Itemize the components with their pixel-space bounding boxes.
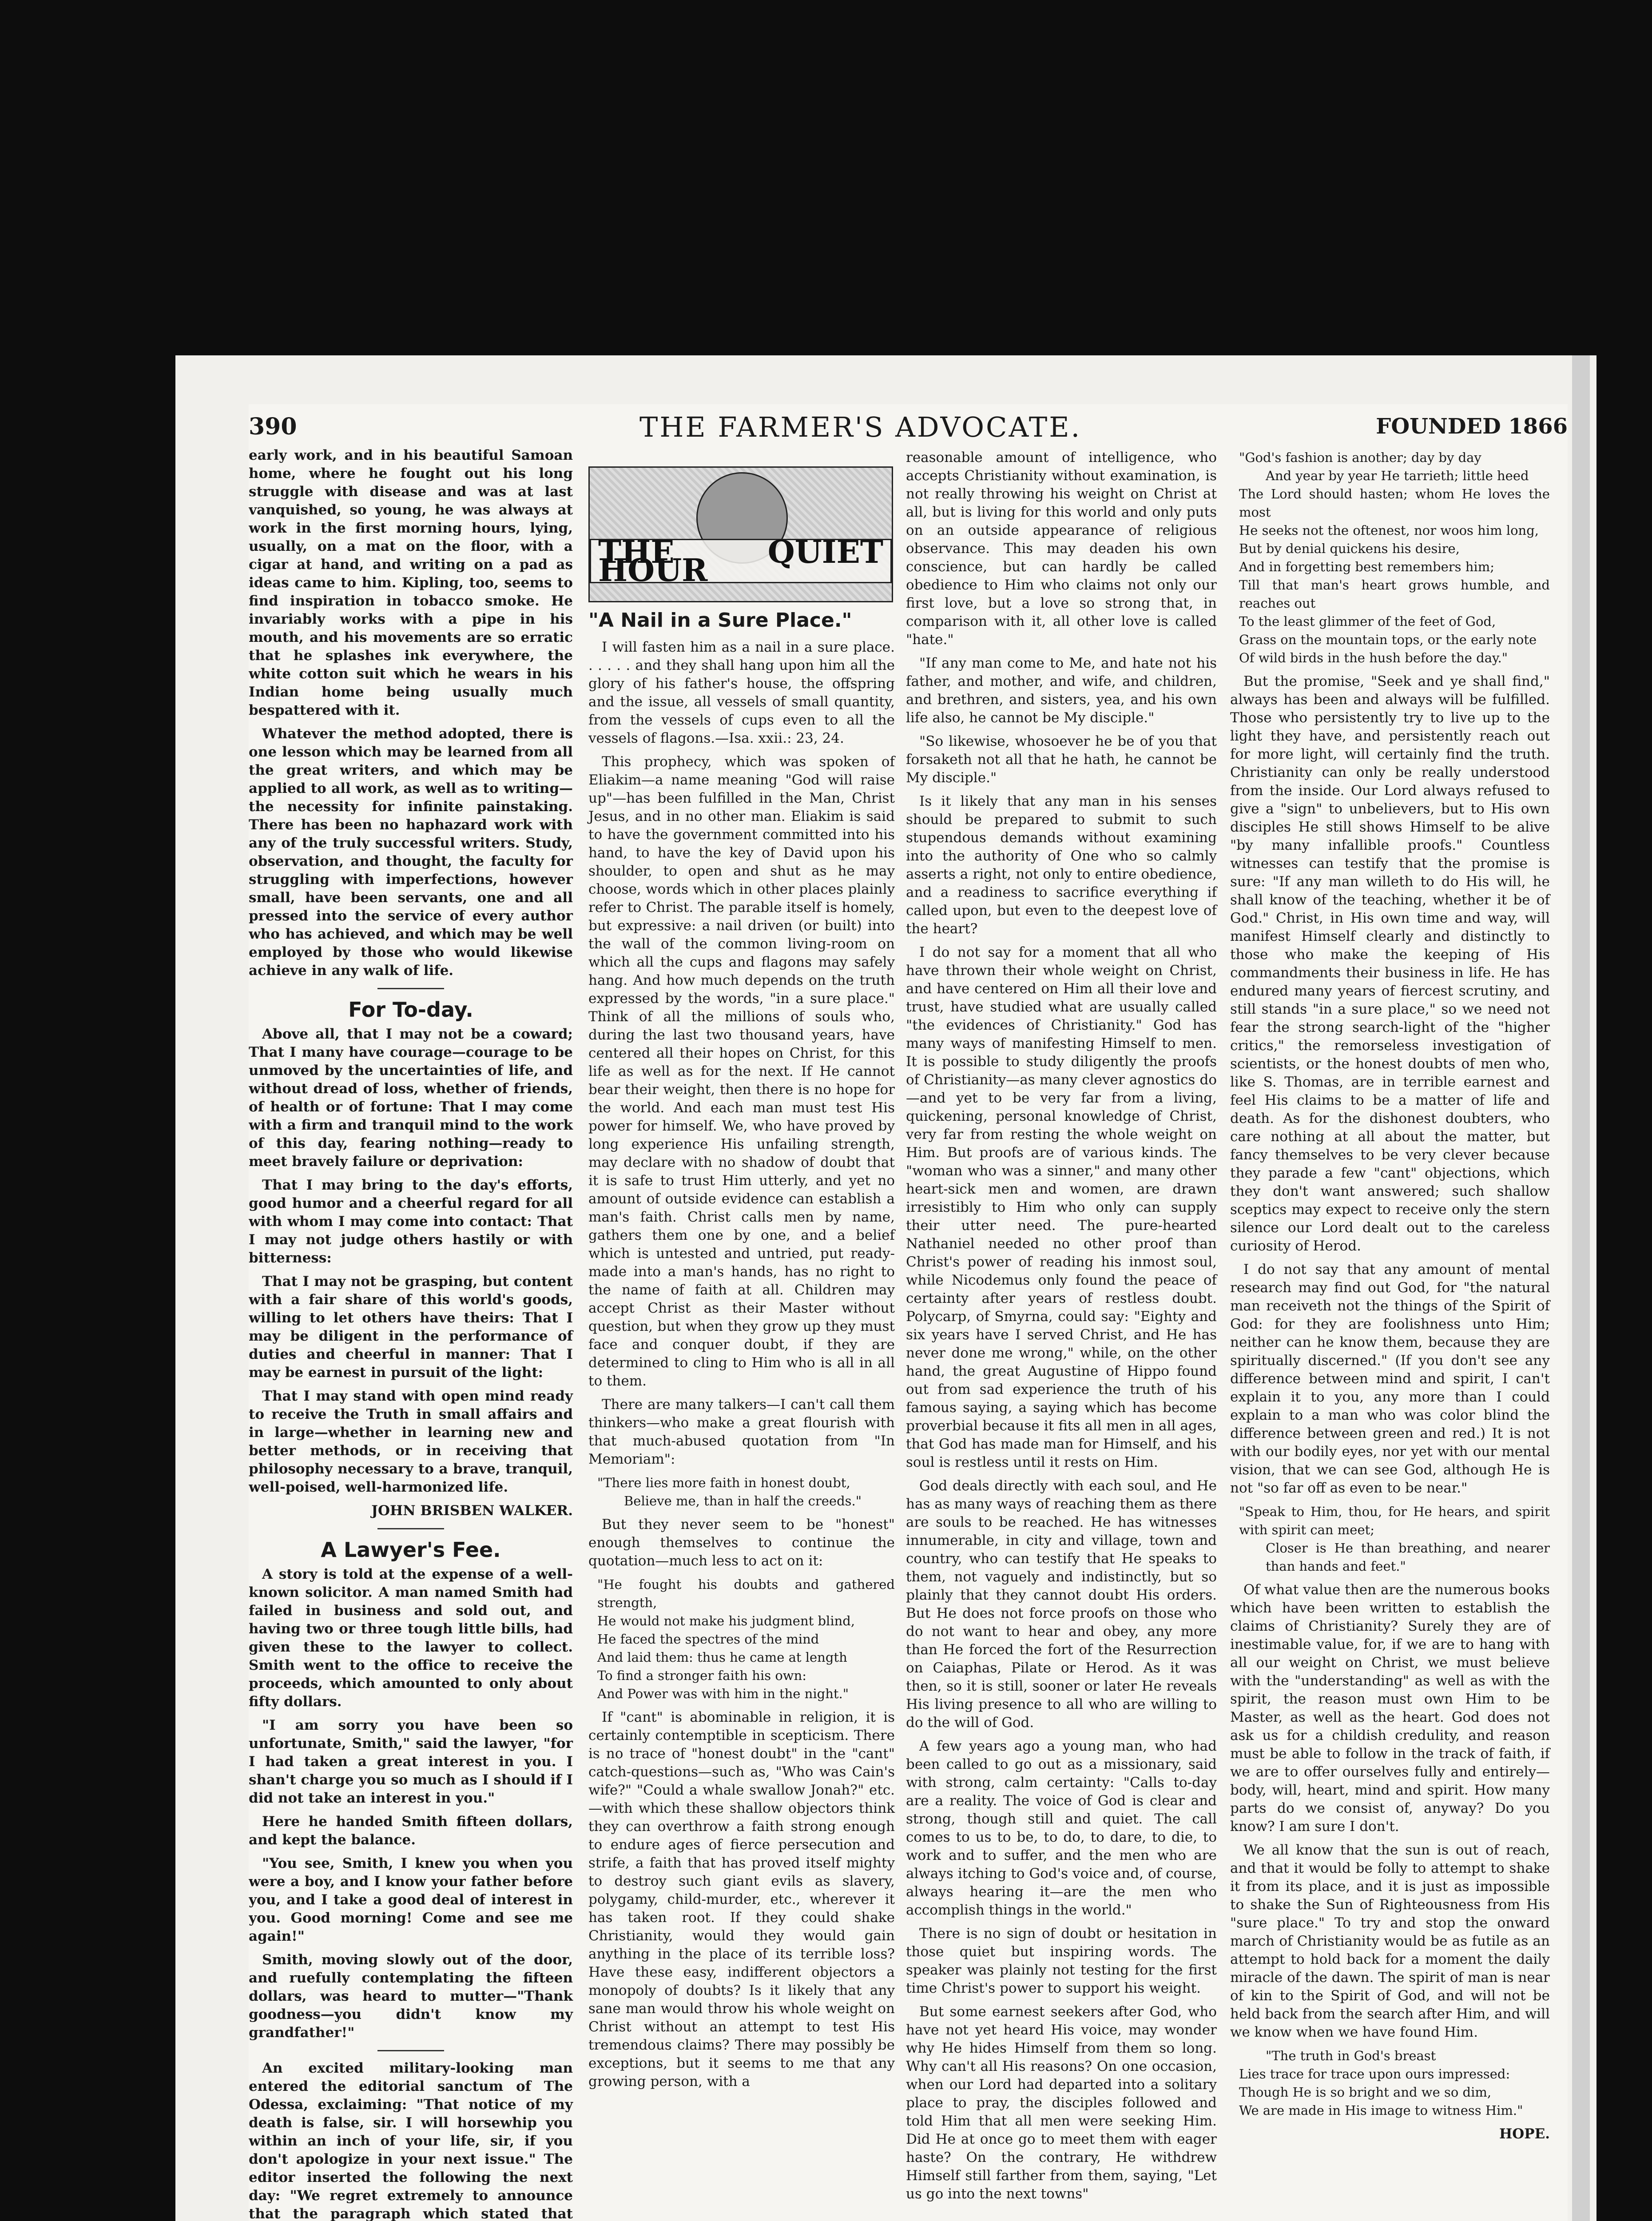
verse-line: And year by year He tarrieth; little heed [1266,468,1529,483]
paragraph: A story is told at the expense of a well-known solicitor. A man named Smith had failed in business and sold out, and having two or three tough little bills, had given these to the lawyer to collect. Smith went to the office to receive the proceeds, which amounted to only about fifty dollars. [249,1566,573,1710]
verse-line: He faced the spectres of the mind [597,1632,819,1647]
paragraph: There are many talkers—I can't call them thinkers—who make a great flourish with that much-abused quotation from "In Memoriam": [588,1397,895,1467]
section-heading-for-today: For To-day. [348,998,473,1022]
paragraph: "So likewise, whosoever he be of you that forsaketh not all that he hath, he cannot be My disciple." [906,733,1217,786]
column-3 [906,449,1217,2209]
divider [377,988,444,989]
paragraph: reasonable amount of intelligence, who accepts Christianity without examination, is not really throwing his weight on Christ at all, but is living for this world and only puts on an outside appearance of religious observance. This may deaden his own conscience, but can hardly be called obedience to Him who claims not only our first love, but a love so strong that, in comparison with it, all other love is called "hate." [906,450,1217,648]
verse-line: And in forgetting best remembers him; [1239,559,1494,574]
founded-label: FOUNDED 1866 [1376,414,1568,439]
verse-line: "God's fashion is another; day by day [1239,450,1481,465]
verse-line: Of wild birds in the hush before the day." [1239,650,1508,665]
paragraph: That I may stand with open mind ready to receive the Truth in small affairs and in large—whether in learning new and better methods, or in receiving that philosophy necessary to a brave, tranquil, well-poised, well-harmonized life. [249,1388,573,1495]
paragraph: But some earnest seekers after God, who have not yet heard His voice, may wonder why He hides Himself from them so long. Why can't all His reasons? On one occasion, when our Lord had departed into a solitary place to pray, the disciples followed and told Him that all men were seeking Him. Did He at once go to meet them with eager haste? On the contrary, He withdrew Himself still farther from them, saying, "Let us go into the next towns" [906,2004,1217,2202]
banner-text: THE QUIET HOUR [590,539,892,583]
paragraph: Above all, that I may not be a coward; That I many have courage—courage to be unmoved by the uncertainties of life, and without dread of loss, whether of friends, of health or of fortune: That I may come with a firm and tranquil mind to the work of this day, fearing nothing—ready to meet bravely failure or deprivation: [249,1026,573,1170]
column-2 [588,449,895,2096]
paragraph: I do not say for a moment that all who have thrown their whole weight on Christ, and have centered on Him all their love and trust, have studied what are usually called "the evidences of Christianity." God has many ways of manifesting Himself to men. It is possible to study diligently the proofs of Christianity—as many clever agnostics do—and yet to be very far from a living, quickening, personal knowledge of Christ, very far from resting the whole weight on Him. But proofs are of various kinds. The "woman who was a sinner," and many other heart-sick men and women, are drawn irresistibly to Him who only can supply their utter need. The pure-hearted Nathaniel needed no other proof than Christ's power of reading his inmost soul, while Nicodemus only found the peace of certainty after years of restless doubt. Polycarp, of Smyrna, could say: "Eighty and six years have I served Christ, and He has never done me wrong," while, on the other hand, the great Augustine of Hippo found out from sad experience the truth of his famous saying, a saying which has become proverbial because it fits all men in all ages, that God has made man for Himself, and his soul is restless until it rests on Him. [906,944,1217,1470]
verse-line: Believe me, than in half the creeds." [624,1493,862,1509]
poem-quote [1239,1503,1550,1576]
verse-line: And Power was with him in the night." [597,1686,849,1701]
page-edge [1572,355,1590,2221]
article-title: "A Nail in a Sure Place." [588,609,852,632]
verse-line: Lies trace for trace upon ours impressed: [1239,2066,1510,2082]
verse-line: "He fought his doubts and gathered strength, [597,1577,895,1610]
paragraph: We all know that the sun is out of reach, and that it would be folly to attempt to shake it from its place, and it is just as impossible to shake the Sun of Righteousness from His "sure place." To try and stop the onward march of Christianity would be as futile as an attempt to hold back for a moment the daily miracle of the dawn. The spirit of man is near of kin to the Spirit of God, and will not be held back from the search after Him, and will we know when we have found Him. [1230,1842,1550,2040]
paragraph: Here he handed Smith fifteen dollars, and kept the balance. [249,1814,573,1848]
paragraph: A few years ago a young man, who had been called to go out as a missionary, said with strong, calm certainty: "Calls to-day are a reality. The voice of God is clear and strong, though still and quiet. The call comes to us to be, to do, to dare, to die, to work and to suffer, and the men who are always itching to God's voice and, of course, always hearing it—are the men who accomplish things in the world." [906,1738,1217,1918]
paragraph: If "cant" is abominable in religion, it is certainly contemptible in scepticism. There is no trace of "honest doubt" in the "cant" catch-questions—such as, "Who was Cain's wife?" "Could a whale swallow Jonah?" etc.—with which these shallow objectors think they can overthrow a faith strong enough to endure ages of fierce persecution and strife, a faith that has proved itself mighty to destroy such giant evils as slavery, polygamy, child-murder, etc., wherever it has taken root. If they could shake Christianity, would they would gain anything in the place of its terrible loss? Have these easy, indifferent objectors a monopoly of doubts? Is it likely that any sane man would throw his whole weight on Christ without an attempt to test His tremendous claims? There may possibly be exceptions, but it seems to me that any growing person, with a [588,1709,895,2090]
verse-line: We are made in His image to witness Him." [1239,2103,1523,2118]
verse-line: Till that man's heart grows humble, and reaches out [1239,577,1550,611]
author-signature: HOPE. [1499,2126,1550,2142]
paragraph: "I am sorry you have been so unfortunate, Smith," said the lawyer, "for I had taken a great interest in you. I shan't charge you so much as I should if I did not take an interest in you." [249,1717,573,1806]
paragraph: Of what value then are the numerous books which have been written to establish the claims of Christianity? Surely they are of inestimable value, for, if we are to hang with all our weight on Christ, we must believe with the "understanding" as well as with the spirit, the reason must own Him to be Master, as well as the heart. God does not ask us for a childish credulity, and reason must be able to follow in the track of faith, if we are to offer ourselves fully and entirely—body, will, heart, mind and spirit. How many parts do we consist of, anyway? Do you know? I am sure I don't. [1230,1582,1550,1835]
verse-line: Closer is He than breathing, and nearer than hands and feet." [1266,1540,1550,1574]
verse-line: To find a stronger faith his own: [597,1668,807,1683]
paragraph: That I may bring to the day's efforts, good humor and a cheerful regard for all with whom I may come into contact: That I may not judge others hastily or with bitterness: [249,1177,573,1266]
verse-line: Though He is so bright and we so dim, [1239,2085,1492,2100]
paragraph: An excited military-looking man entered the editorial sanctum of The Odessa, exclaiming: "That notice of my death is false, sir. I will horsewhip you within an inch of your life, sir, if you don't apologize in your next issue." The editor inserted the following the next day: "We regret extremely to announce that the paragraph which stated that [249,2060,573,2221]
paragraph: There is no sign of doubt or hesitation in those quiet but inspiring words. The speaker was plainly not testing for the first time Christ's power to support his weight. [906,1926,1217,1996]
verse-line: "There lies more faith in honest doubt, [597,1475,850,1490]
newspaper-page [249,404,1568,2221]
poem-quote [1239,2047,1550,2120]
verse-line: The Lord should hasten; whom He loves the most [1239,486,1550,520]
verse-line: And laid them: thus he came at length [597,1650,847,1665]
author-signature: JOHN BRISBEN WALKER. [371,1503,573,1519]
verse-line: To the least glimmer of the feet of God, [1239,614,1496,629]
paragraph: But they never seem to be "honest" enough themselves to continue the quotation—much less to act on it: [588,1516,895,1569]
newspaper-sheet [175,355,1596,2221]
paragraph: Smith, moving slowly out of the door, and ruefully contemplating the fifteen dollars, was heard to mutter—"Thank goodness—you didn't know my grandfather!" [249,1952,573,2041]
column-4 [1230,449,1550,2143]
paragraph: God deals directly with each soul, and He has as many ways of reaching them as there are souls to be reached. He has witnesses innumerable, in city and village, town and country, who can testify that He speaks to them, not vaguely and indistinctly, but so plainly that they cannot doubt His orders. But He does not force proofs on those who do not want to hear and obey, any more than He forced the fort of the Resurrection on Caiaphas, Pilate or Herod. As it was then, so it is still, sooner or later He reveals His living presence to all who are willing to do the will of God. [906,1478,1217,1731]
paragraph: Whatever the method adopted, there is one lesson which may be learned from all the great writers, and which may be applied to all work, as well as to writing—the necessity for infinite painstaking. There has been no haphazard work with any of the truly successful writers. Study, observation, and thought, the faculty for struggling with imperfections, however small, have been servants, one and all pressed into the service of every author who has achieved, and which may be well employed by those who would likewise achieve in any walk of life. [249,726,573,979]
paragraph: Is it likely that any man in his senses should be prepared to submit to such stupendous demands without examining into the authority of One who so calmly asserts a right, not only to entire obedience, and a readiness to sacrifice everything if called upon, but even to the deepest love of the heart? [906,793,1217,937]
divider [377,2050,444,2051]
paragraph: But the promise, "Seek and ye shall find," always has been and always will be fulfilled. Those who persistently try to live up to the light they have, and persistently reach out for more light, will certainly find the truth. Christianity can only be really understood from the inside. Our Lord always refused to give a "sign" to unbelievers, but to His own disciples He still shows Himself to be alive "by many infallible proofs." Countless witnesses can testify that the promise is sure: "If any man willeth to do His will, he shall know of the teaching, whether it be of God." Christ, in His own time and way, will manifest Himself clearly and distinctly to those who make the keeping of His commandments their business in life. He has endured many years of fiercest scrutiny, and still stands "in a sure place," so we need not fear the strong search-light of the "higher critics," the remorseless investigation of scientists, or the honest doubts of men who, like S. Thomas, are in terrible earnest and feel His claims to be a matter of life and death. As for the dishonest doubters, who care nothing at all about the matter, but fancy themselves to be very clever because they parade a few "cant" objections, which they don't want answered; such shallow sceptics may expect to receive only the stern silence our Lord dealt out to the careless curiosity of Herod. [1230,673,1550,1254]
paragraph: "You see, Smith, I knew you when you were a boy, and I know your father before you, and I take a good deal of interest in you. Good morning! Come and see me again!" [249,1855,573,1944]
divider [377,1528,444,1529]
column-1 [249,446,573,2221]
paragraph: This prophecy, which was spoken of Eliakim—a name meaning "God will raise up"—has been fulfilled in the Man, Christ Jesus, and in no other man. Eliakim is said to have the government committed into his hand, to have the key of David upon his shoulder, to open and shut as he may choose, words which in other places plainly refer to Christ. The parable itself is homely, but expressive: a nail driven (or built) into the wall of the common living-room on which all the cups and flagons may safely hang. And how much depends on the truth expressed by the words, "in a sure place." Think of all the millions of souls who, during the last two thousand years, have centered all their hopes on Christ, for this life as well as for the next. If He cannot bear their weight, then there is no hope for the world. And each man must test His power for himself. We, who have proved by long experience His unfailing strength, may declare with no shadow of doubt that it is safe to trust Him utterly, and yet no amount of outside evidence can establish a man's faith. Christ calls men by name, gathers them one by one, and a belief which is untested and untried, put ready-made into a man's hands, has no right to the name of faith at all. Children may accept Christ as their Master without question, but when they grow up they must face and conquer doubt, if they are determined to cling to Him who is all in all to them. [588,754,895,1389]
poem-quote [597,1474,895,1510]
paragraph: That I may not be grasping, but content with a fair share of this world's goods, willing to let others have theirs: That I may be diligent in the performance of duties and cheerful in manner: That I may be earnest in pursuit of the light: [249,1274,573,1381]
verse-line: He would not make his judgment blind, [597,1613,855,1628]
section-heading-lawyers-fee: A Lawyer's Fee. [321,1538,501,1562]
page-header [249,404,1568,444]
page-number: 390 [249,413,297,440]
masthead-title: THE FARMER'S ADVOCATE. [639,411,1082,443]
verse-line: He seeks not the oftenest, nor woos him long, [1239,523,1539,538]
poem-quote [1239,449,1550,667]
paragraph: I do not say that any amount of mental research may find out God, for "the natural man receiveth not the things of the Spirit of God: for they are foolishness unto Him; neither can he know them, because they are spiritually discerned." (If you don't see any difference between mind and spirit, I can't explain it to you, any more than I could explain to a man who was color blind the difference between green and red.) It is not with our bodily eyes, nor yet with our mental vision, that we can see God, although He is not "so far off as even to be near." [1230,1262,1550,1496]
paragraph: early work, and in his beautiful Samoan home, where he fought out his long struggle with disease and was at last vanquished, so young, he was always at work in the first morning hours, lying, usually, on a mat on the floor, with a cigar at hand, and writing on a pad as ideas came to him. Kipling, too, seems to find inspiration in tobacco smoke. He invariably works with a pipe in his mouth, and his movements are so erratic that he splashes ink everywhere, the white cotton suit which he wears in his Indian home being usually much bespattered with it. [249,447,573,718]
paragraph: "If any man come to Me, and hate not his father, and mother, and wife, and children, and brethren, and sisters, yea, and his own life also, he cannot be My disciple." [906,655,1217,726]
scripture-quote: I will fasten him as a nail in a sure place. . . . . . and they shall hang upon him all the glory of his father's house, the offspring and the issue, all vessels of small quantity, from the vessels of cups even to all the vessels of flagons.—Isa. xxii.: 23, 24. [588,639,895,746]
verse-line: But by denial quickens his desire, [1239,541,1460,556]
quiet-hour-banner [588,466,893,602]
verse-line: "The truth in God's breast [1266,2048,1436,2063]
verse-line: Grass on the mountain tops, or the early note [1239,632,1537,647]
verse-line: "Speak to Him, thou, for He hears, and spirit with spirit can meet; [1239,1504,1550,1537]
poem-quote [597,1576,895,1703]
